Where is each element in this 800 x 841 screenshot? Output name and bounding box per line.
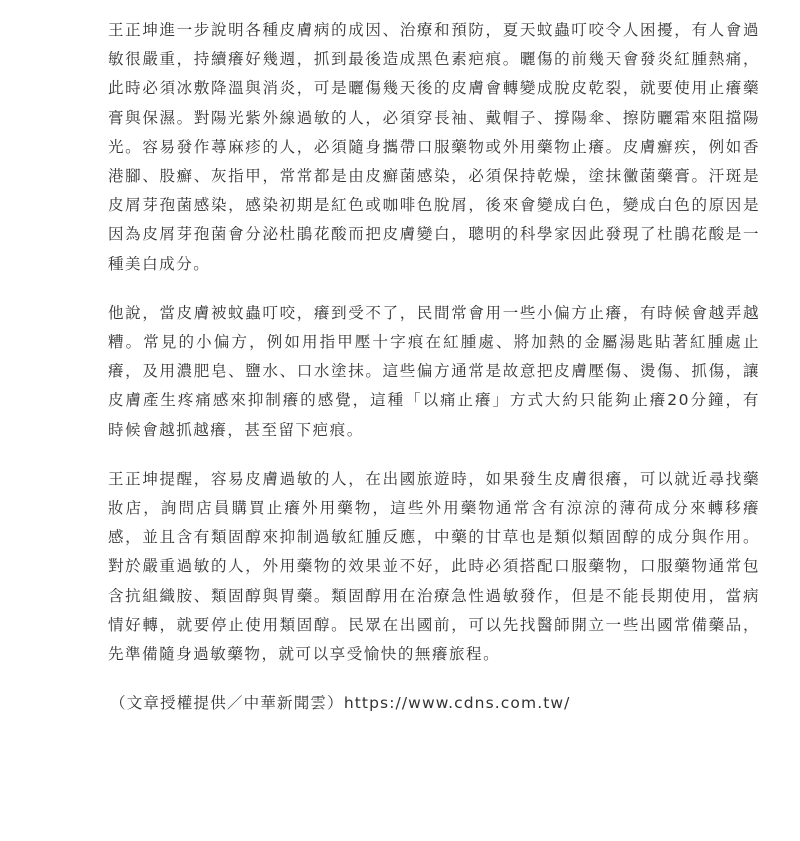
- article-paragraph: 王正坤提醒，容易皮膚過敏的人，在出國旅遊時，如果發生皮膚很癢，可以就近尋找藥妝店，詢問店員購買止癢外用藥物，這些外用藥物通常含有涼涼的薄荷成分來轉移癢感，並且含有類固醇來抑制過敏紅腫反應，中藥的甘草也是類似類固醇的成分與作用。對於嚴重過敏的人，外用藥物的效果並不好，此時必須搭配口服藥物，口服藥物通常包含抗組織胺、類固醇與胃藥。類固醇用在治療急性過敏發作，但是不能長期使用，當病情好轉，就要停止使用類固醇。民眾在出國前，可以先找醫師開立一些出國常備藥品，先準備隨身過敏藥物，就可以享受愉快的無癢旅程。: [108, 469, 760, 664]
- credit-url: https://www.cdns.com.tw/: [343, 694, 571, 713]
- article-credit: [108, 689, 760, 718]
- article-paragraph: 他說，當皮膚被蚊蟲叮咬，癢到受不了，民間常會用一些小偏方止癢，有時候會越弄越糟。常見的小偏方，例如用指甲壓十字痕在紅腫處、將加熱的金屬湯匙貼著紅腫處止癢，及用濃肥皂、鹽水、口水塗抹。這些偏方通常是故意把皮膚壓傷、燙傷、抓傷，讓皮膚產生疼痛感來抑制癢的感覺，這種「以痛止癢」方式大約只能夠止癢20分鐘，有時候會越抓越癢，甚至留下疤痕。: [108, 303, 760, 439]
- article-paragraph: 王正坤進一步說明各種皮膚病的成因、治療和預防，夏天蚊蟲叮咬令人困擾，有人會過敏很嚴重，持續癢好幾週，抓到最後造成黑色素疤痕。曬傷的前幾天會發炎紅腫熱痛，此時必須冰敷降溫與消炎，可是曬傷幾天後的皮膚會轉變成脫皮乾裂，就要使用止癢藥膏與保濕。對陽光紫外線過敏的人，必須穿長袖、戴帽子、撐陽傘、擦防曬霜來阻擋陽光。容易發作蕁麻疹的人，必須隨身攜帶口服藥物或外用藥物止癢。皮膚癬疾，例如香港腳、股癬、灰指甲，常常都是由皮癬菌感染，必須保持乾燥，塗抹黴菌藥膏。汗斑是皮屑芽孢菌感染，感染初期是紅色或咖啡色脫屑，後來會變成白色，變成白色的原因是因為皮屑芽孢菌會分泌杜鵑花酸而把皮膚變白，聰明的科學家因此發現了杜鵑花酸是一種美白成分。: [108, 21, 760, 273]
- credit-source: （文章授權提供／中華新聞雲）: [110, 694, 344, 713]
- article-body: [108, 16, 760, 718]
